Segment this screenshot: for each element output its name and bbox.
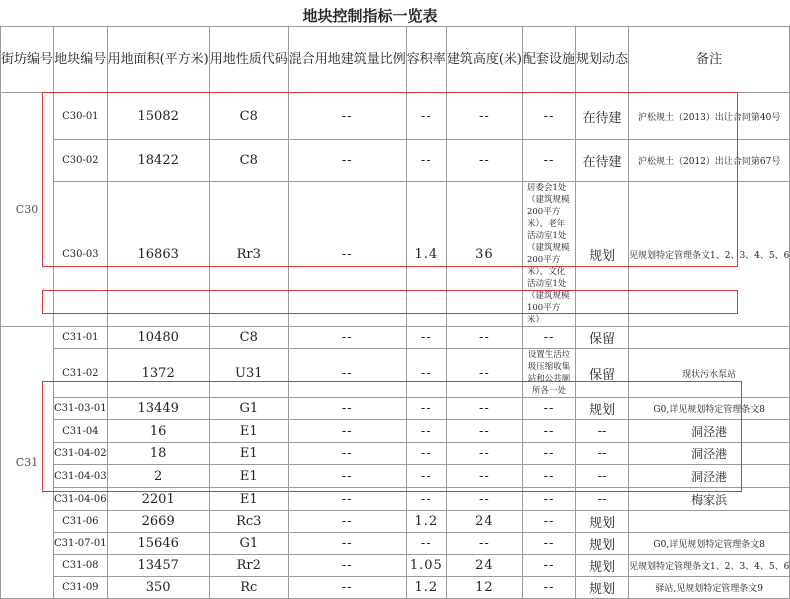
landuse-cell: U31 (209, 349, 288, 398)
plot-cell: C31-07-01 (54, 533, 108, 555)
mixed-cell: -- (288, 327, 406, 349)
area-cell: 16 (107, 420, 209, 443)
far-cell: 1.2 (406, 511, 446, 533)
far-cell: -- (406, 420, 446, 443)
mixed-cell: -- (288, 349, 406, 398)
area-cell: 10480 (107, 327, 209, 349)
area-cell: 15082 (107, 93, 209, 140)
note-cell: 洞泾港 (629, 443, 790, 465)
status-cell: 在待建 (575, 140, 628, 182)
plot-cell: C31-04-03 (54, 465, 108, 488)
facilities-cell: 设置生活垃圾压缩收集站和公共厕所各一处 (522, 349, 575, 398)
header-mixed: 混合用地建筑量比例 (288, 27, 406, 93)
control-index-table (0, 26, 790, 599)
header-height: 建筑高度(米) (446, 27, 522, 93)
far-cell: -- (406, 488, 446, 511)
header-row (1, 27, 790, 93)
status-cell: 规划 (575, 533, 628, 555)
height-cell: -- (446, 140, 522, 182)
area-cell: 13449 (107, 398, 209, 420)
table-row (1, 488, 790, 511)
landuse-cell: E1 (209, 465, 288, 488)
plot-cell: C31-02 (54, 349, 108, 398)
table-row (1, 577, 790, 599)
note-cell (629, 511, 790, 533)
area-cell: 15646 (107, 533, 209, 555)
status-cell: -- (575, 488, 628, 511)
status-cell: 规划 (575, 511, 628, 533)
landuse-cell: Rr2 (209, 555, 288, 577)
mixed-cell: -- (288, 555, 406, 577)
landuse-cell: E1 (209, 488, 288, 511)
plot-cell: C30-03 (54, 182, 108, 327)
note-cell: 沪松规土（2013）出让合同第40号 (629, 93, 790, 140)
header-status: 规划动态 (575, 27, 628, 93)
status-cell: 规划 (575, 182, 628, 327)
note-cell: 现状污水泵站 (629, 349, 790, 398)
height-cell: -- (446, 488, 522, 511)
facilities-cell: -- (522, 533, 575, 555)
landuse-cell: Rc3 (209, 511, 288, 533)
height-cell: 36 (446, 182, 522, 327)
far-cell: -- (406, 533, 446, 555)
far-cell: 1.4 (406, 182, 446, 327)
status-cell: 规划 (575, 398, 628, 420)
table-row (1, 182, 790, 327)
header-far: 容积率 (406, 27, 446, 93)
landuse-cell: C8 (209, 327, 288, 349)
far-cell: 1.05 (406, 555, 446, 577)
far-cell: -- (406, 465, 446, 488)
plot-cell: C31-06 (54, 511, 108, 533)
facilities-cell: -- (522, 511, 575, 533)
landuse-cell: Rc (209, 577, 288, 599)
table-row (1, 533, 790, 555)
height-cell: -- (446, 327, 522, 349)
landuse-cell: E1 (209, 420, 288, 443)
status-cell: 规划 (575, 555, 628, 577)
mixed-cell: -- (288, 420, 406, 443)
area-cell: 13457 (107, 555, 209, 577)
facilities-cell: -- (522, 443, 575, 465)
mixed-cell: -- (288, 511, 406, 533)
block-cell: C30 (1, 93, 54, 327)
landuse-cell: E1 (209, 443, 288, 465)
plot-cell: C31-04 (54, 420, 108, 443)
facilities-cell: -- (522, 488, 575, 511)
facilities-cell: -- (522, 555, 575, 577)
header-landuse: 用地性质代码 (209, 27, 288, 93)
table-title: 地块控制指标一览表 (302, 7, 438, 25)
plot-cell: C31-01 (54, 327, 108, 349)
mixed-cell: -- (288, 398, 406, 420)
facilities-cell: -- (522, 577, 575, 599)
table-row (1, 140, 790, 182)
height-cell: 24 (446, 511, 522, 533)
mixed-cell: -- (288, 182, 406, 327)
height-cell: -- (446, 420, 522, 443)
area-cell: 2669 (107, 511, 209, 533)
landuse-cell: C8 (209, 140, 288, 182)
mixed-cell: -- (288, 533, 406, 555)
facilities-cell: -- (522, 465, 575, 488)
mixed-cell: -- (288, 93, 406, 140)
height-cell: 24 (446, 555, 522, 577)
area-cell: 16863 (107, 182, 209, 327)
mixed-cell: -- (288, 577, 406, 599)
note-cell (629, 327, 790, 349)
facilities-cell: -- (522, 398, 575, 420)
plot-cell: C31-03-01 (54, 398, 108, 420)
note-cell: 沪松规土（2012）出让合同第67号 (629, 140, 790, 182)
far-cell: -- (406, 443, 446, 465)
note-cell: 梅家浜 (629, 488, 790, 511)
table-row (1, 327, 790, 349)
height-cell: -- (446, 349, 522, 398)
facilities-cell: -- (522, 327, 575, 349)
note-cell: 洞泾港 (629, 420, 790, 443)
header-notes: 备注 (629, 27, 790, 93)
landuse-cell: G1 (209, 533, 288, 555)
plot-cell: C30-01 (54, 93, 108, 140)
status-cell: -- (575, 443, 628, 465)
area-cell: 350 (107, 577, 209, 599)
facilities-cell: -- (522, 420, 575, 443)
block-cell: C31 (1, 327, 54, 599)
mixed-cell: -- (288, 488, 406, 511)
status-cell: 保留 (575, 349, 628, 398)
table-row (1, 443, 790, 465)
header-plot: 地块编号 (54, 27, 108, 93)
note-cell: 驿站,见规划特定管理条文9 (629, 577, 790, 599)
status-cell: 规划 (575, 577, 628, 599)
note-cell: 洞泾港 (629, 465, 790, 488)
table-row (1, 93, 790, 140)
note-cell: G0,详见规划特定管理条文8 (629, 533, 790, 555)
status-cell: 在待建 (575, 93, 628, 140)
far-cell: 1.2 (406, 577, 446, 599)
far-cell: -- (406, 398, 446, 420)
header-area: 用地面积(平方米) (107, 27, 209, 93)
plot-cell: C31-08 (54, 555, 108, 577)
header-block: 街坊编号 (1, 27, 54, 93)
far-cell: -- (406, 140, 446, 182)
table-row (1, 349, 790, 398)
landuse-cell: Rr3 (209, 182, 288, 327)
facilities-cell: 居委会1处（建筑规模200平方米），老年活动室1处（建筑规模200平方米），文化活动室1处（建筑规模100平方米） (522, 182, 575, 327)
height-cell: -- (446, 398, 522, 420)
table-row (1, 555, 790, 577)
facilities-cell: -- (522, 140, 575, 182)
area-cell: 18422 (107, 140, 209, 182)
height-cell: -- (446, 443, 522, 465)
table-row (1, 398, 790, 420)
table-row (1, 511, 790, 533)
plot-cell: C30-02 (54, 140, 108, 182)
far-cell: -- (406, 349, 446, 398)
plot-cell: C31-09 (54, 577, 108, 599)
plot-cell: C31-04-06 (54, 488, 108, 511)
height-cell: -- (446, 533, 522, 555)
note-cell: 见规划特定管理条文1、2、3、4、5、6 (629, 182, 790, 327)
status-cell: -- (575, 465, 628, 488)
height-cell: -- (446, 93, 522, 140)
height-cell: 12 (446, 577, 522, 599)
landuse-cell: G1 (209, 398, 288, 420)
height-cell: -- (446, 465, 522, 488)
far-cell: -- (406, 93, 446, 140)
area-cell: 2 (107, 465, 209, 488)
area-cell: 1372 (107, 349, 209, 398)
area-cell: 18 (107, 443, 209, 465)
facilities-cell: -- (522, 93, 575, 140)
note-cell: 见规划特定管理条文1、2、3、4、5、6 (629, 555, 790, 577)
table-row (1, 465, 790, 488)
area-cell: 2201 (107, 488, 209, 511)
mixed-cell: -- (288, 140, 406, 182)
header-facilities: 配套设施 (522, 27, 575, 93)
mixed-cell: -- (288, 465, 406, 488)
landuse-cell: C8 (209, 93, 288, 140)
plot-cell: C31-04-02 (54, 443, 108, 465)
note-cell: G0,详见规划特定管理条文8 (629, 398, 790, 420)
table-row (1, 420, 790, 443)
status-cell: -- (575, 420, 628, 443)
mixed-cell: -- (288, 443, 406, 465)
far-cell: -- (406, 327, 446, 349)
status-cell: 保留 (575, 327, 628, 349)
